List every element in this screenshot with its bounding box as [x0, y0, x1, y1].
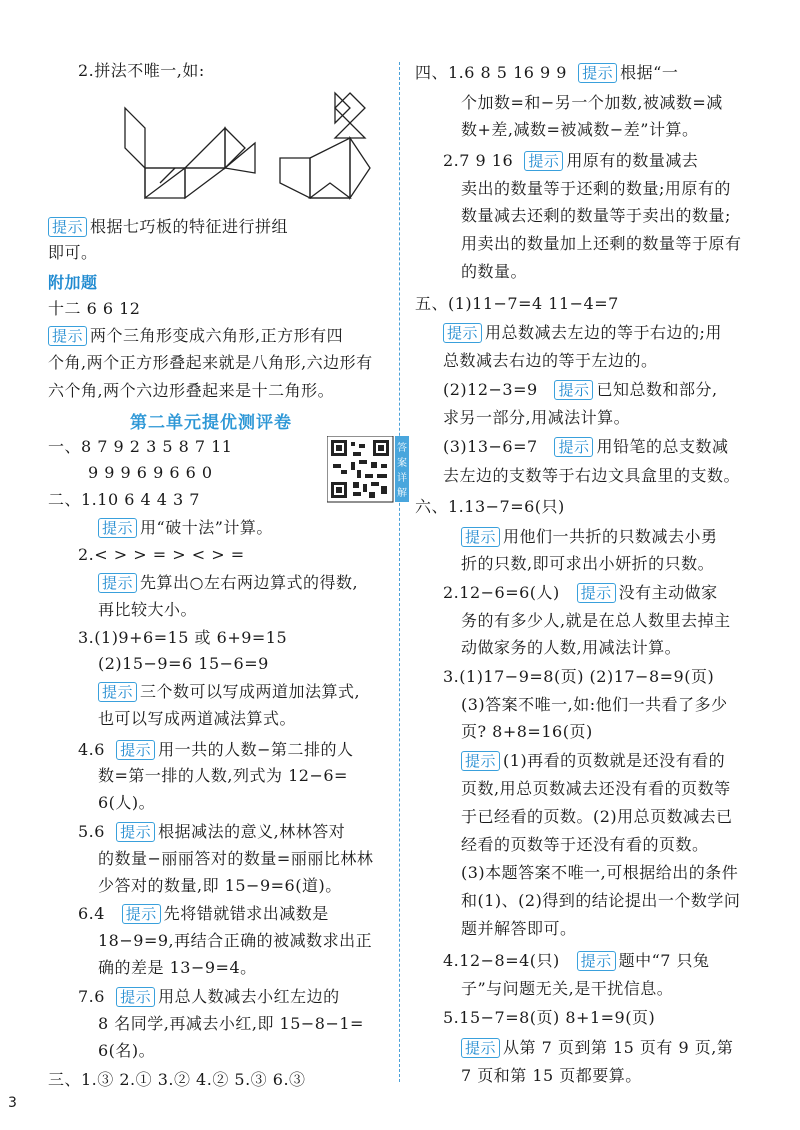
answer-text: 2.12−6=6(人) — [443, 583, 560, 602]
hint-text: 题中“7 只兔 — [618, 951, 710, 970]
answer-line — [78, 986, 340, 1008]
hint-badge: 提示 — [116, 822, 155, 842]
hint-text: (1)再看的页数就是还没有看的 — [503, 751, 726, 770]
hint-line — [98, 517, 273, 539]
text-line: 个加数=和−另一个加数,被减数=减 — [461, 93, 723, 112]
hint-badge: 提示 — [122, 904, 161, 924]
hint-text: 先算出○左右两边算式的得数, — [140, 573, 359, 592]
answer-line — [443, 582, 718, 604]
svg-text:解: 解 — [397, 488, 407, 499]
tangram-piece — [225, 143, 255, 173]
extra-section-title: 附加题 — [48, 273, 98, 292]
text-line: 的数量。 — [461, 262, 528, 281]
hint-text: 用总人数减去小红左边的 — [158, 987, 340, 1006]
text-line: 页? 8+8=16(页) — [461, 722, 593, 741]
hint-line — [48, 325, 343, 347]
text-line: 数=第一排的人数,列式为 12−6= — [98, 766, 348, 785]
hint-badge: 提示 — [98, 573, 137, 593]
hint-line — [461, 750, 725, 772]
answer-line — [78, 739, 354, 761]
hint-badge: 提示 — [443, 323, 482, 343]
svg-text:答: 答 — [397, 443, 407, 454]
hint-badge: 提示 — [98, 682, 137, 702]
hint-line — [461, 526, 718, 548]
page-number: 3 — [8, 1095, 17, 1111]
answer-line: 3.(1)9+6=15 或 6+9=15 — [78, 628, 288, 647]
section-6-line: 六、1.13−7=6(只) — [415, 497, 565, 516]
hint-text: 用“破十法”计算。 — [140, 518, 273, 537]
hint-text: 没有主动做家 — [618, 583, 718, 602]
answer-number: 6.4 — [78, 904, 105, 923]
hint-badge: 提示 — [554, 437, 593, 457]
hint-text: 从第 7 页到第 15 页有 9 页,第 — [503, 1038, 734, 1057]
hint-line — [461, 1037, 733, 1059]
column-divider — [399, 62, 400, 1082]
text-line: 7 页和第 15 页都要算。 — [461, 1066, 642, 1085]
text-line: 也可以写成两道减法算式。 — [98, 709, 297, 728]
hint-text: 用铅笔的总支数减 — [596, 437, 729, 456]
text-line: 6(名)。 — [98, 1041, 156, 1060]
tangram-piece — [310, 183, 350, 198]
hint-text: 三个数可以写成两道加法算式, — [140, 682, 361, 701]
text-line: 即可。 — [48, 243, 98, 262]
tangram-piece — [335, 123, 365, 138]
text-line: 去左边的支数等于右边文具盒里的支数。 — [443, 466, 741, 485]
hint-text: 根据减法的意义,林林答对 — [158, 822, 346, 841]
hint-text: 根据七巧板的特征进行拼组 — [90, 217, 289, 236]
answer-line: 2.< > > = > < > = — [78, 545, 245, 564]
answer-line: 3.(1)17−9=8(页) (2)17−8=9(页) — [443, 667, 715, 686]
hint-line — [98, 572, 358, 594]
text-line: 总数减去右边的等于左边的。 — [443, 351, 658, 370]
text-line: 子”与问题无关,是干扰信息。 — [461, 979, 674, 998]
hint-badge: 提示 — [98, 518, 137, 538]
svg-text:详: 详 — [397, 473, 407, 484]
hint-text: 用总数减去左边的等于右边的;用 — [485, 323, 722, 342]
hint-badge: 提示 — [461, 751, 500, 771]
answer-line — [443, 950, 710, 972]
section-1-line: 一、8 7 9 2 3 5 8 7 11 — [48, 437, 233, 456]
hint-text: 用一共的人数−第二排的人 — [158, 740, 354, 759]
svg-text:案: 案 — [397, 458, 407, 469]
tangram-piece — [185, 168, 225, 198]
text-line: 折的只数,即可求出小妍折的只数。 — [461, 554, 715, 573]
hint-text: 根据“一 — [620, 63, 679, 82]
section-2-line: 二、1.10 6 4 4 3 7 — [48, 490, 200, 509]
answer-number: 5.6 — [78, 822, 105, 841]
answer-line: 5.15−7=8(页) 8+1=9(页) — [443, 1008, 656, 1027]
tangram-piece — [125, 108, 145, 168]
text-line: 用卖出的数量加上还剩的数量等于原有 — [461, 234, 742, 253]
tangram-piece — [185, 128, 225, 168]
answer-text: 四、1.6 8 5 16 9 9 — [415, 63, 567, 82]
section-3-line: 三、1.③ 2.① 3.② 4.② 5.③ 6.③ — [48, 1070, 306, 1089]
answer-2: 2.拼法不唯一,如: — [78, 61, 205, 80]
answer-number: 4.6 — [78, 740, 105, 759]
text-line: 卖出的数量等于还剩的数量;用原有的 — [461, 179, 731, 198]
hint-badge: 提示 — [554, 380, 593, 400]
answer-text: (2)12−3=9 — [443, 380, 538, 399]
text-line: 数+差,减数=被减数−差”计算。 — [461, 120, 699, 139]
text-line: 少答对的数量,即 15−9=6(道)。 — [98, 876, 342, 895]
text-line: 再比较大小。 — [98, 600, 198, 619]
answer-line — [78, 821, 345, 843]
hint-badge: 提示 — [48, 217, 87, 237]
text-line: 18−9=9,再结合正确的被减数求出正 — [98, 931, 373, 950]
hint-text: 已知总数和部分, — [596, 380, 718, 399]
tangram-piece — [280, 158, 310, 198]
answer-line — [78, 903, 329, 925]
answer-text: 2.7 9 16 — [443, 151, 514, 170]
hint-badge: 提示 — [577, 583, 616, 603]
hint-badge: 提示 — [116, 987, 155, 1007]
text-line: 8 名同学,再减去小红,即 15−8−1= — [98, 1014, 364, 1033]
text-line: 和(1)、(2)得到的结论提出一个数学问 — [461, 891, 741, 910]
text-line: 题并解答即可。 — [461, 919, 577, 938]
answer-text: 4.12−8=4(只) — [443, 951, 560, 970]
unit-title: 第二单元提优测评卷 — [130, 413, 292, 433]
hint-badge: 提示 — [578, 63, 617, 83]
text-line: (3)答案不唯一,如:他们一共看了多少 — [461, 695, 728, 714]
hint-text: 两个三角形变成六角形,正方形有四 — [90, 326, 344, 345]
hint-text: 用他们一共折的只数减去小勇 — [503, 527, 718, 546]
extra-answer: 十二 6 6 12 — [48, 299, 141, 318]
hint-badge: 提示 — [48, 326, 87, 346]
tangram-figures — [120, 88, 400, 208]
text-line: 务的有多少人,就是在总人数里去掉主 — [461, 611, 731, 630]
tangram-piece — [225, 128, 245, 168]
hint-badge: 提示 — [577, 951, 616, 971]
section-5-line: 五、(1)11−7=4 11−4=7 — [415, 294, 619, 313]
tangram-piece — [145, 168, 185, 198]
hint-badge: 提示 — [116, 740, 155, 760]
section-1-line: 9 9 9 6 9 6 6 0 — [88, 463, 213, 482]
text-line: 个角,两个正方形叠起来就是八角形,六边形有 — [48, 353, 373, 372]
text-line: 确的差是 13−9=4。 — [98, 958, 257, 977]
text-line: 求另一部分,用减法计算。 — [443, 408, 631, 427]
hint-line — [48, 216, 288, 238]
text-line: 经看的页数等于还没有看的页数。 — [461, 835, 709, 854]
hint-badge: 提示 — [524, 151, 563, 171]
text-line: 六个角,两个六边形叠起来是十二角形。 — [48, 381, 335, 400]
tangram-piece — [350, 138, 370, 198]
section-4-line — [415, 62, 678, 84]
tangram-piece — [335, 93, 350, 123]
hint-badge: 提示 — [461, 1038, 500, 1058]
text-line: 动做家务的人数,用减法计算。 — [461, 638, 682, 657]
answer-line: (2)15−9=6 15−6=9 — [98, 654, 269, 673]
answer-text: (3)13−6=7 — [443, 437, 538, 456]
tangram-piece — [310, 138, 350, 198]
answer-line — [443, 150, 698, 172]
hint-text: 用原有的数量减去 — [566, 151, 699, 170]
qr-code[interactable] — [327, 436, 409, 504]
hint-text: 先将错就错求出减数是 — [163, 904, 329, 923]
answer-line — [443, 379, 718, 401]
text-line: 数量减去还剩的数量等于卖出的数量; — [461, 206, 731, 225]
text-line: 的数量−丽丽答对的数量=丽丽比林林 — [98, 849, 374, 868]
text-line: 页数,用总页数减去还没有看的页数等 — [461, 779, 731, 798]
hint-badge: 提示 — [461, 527, 500, 547]
hint-line — [443, 322, 722, 344]
answer-line — [443, 436, 729, 458]
text-line: 于已经看的页数。(2)用总页数减去已 — [461, 807, 733, 826]
answer-number: 7.6 — [78, 987, 105, 1006]
text-line: (3)本题答案不唯一,可根据给出的条件 — [461, 863, 739, 882]
hint-line — [98, 681, 360, 703]
text-line: 6(人)。 — [98, 793, 156, 812]
